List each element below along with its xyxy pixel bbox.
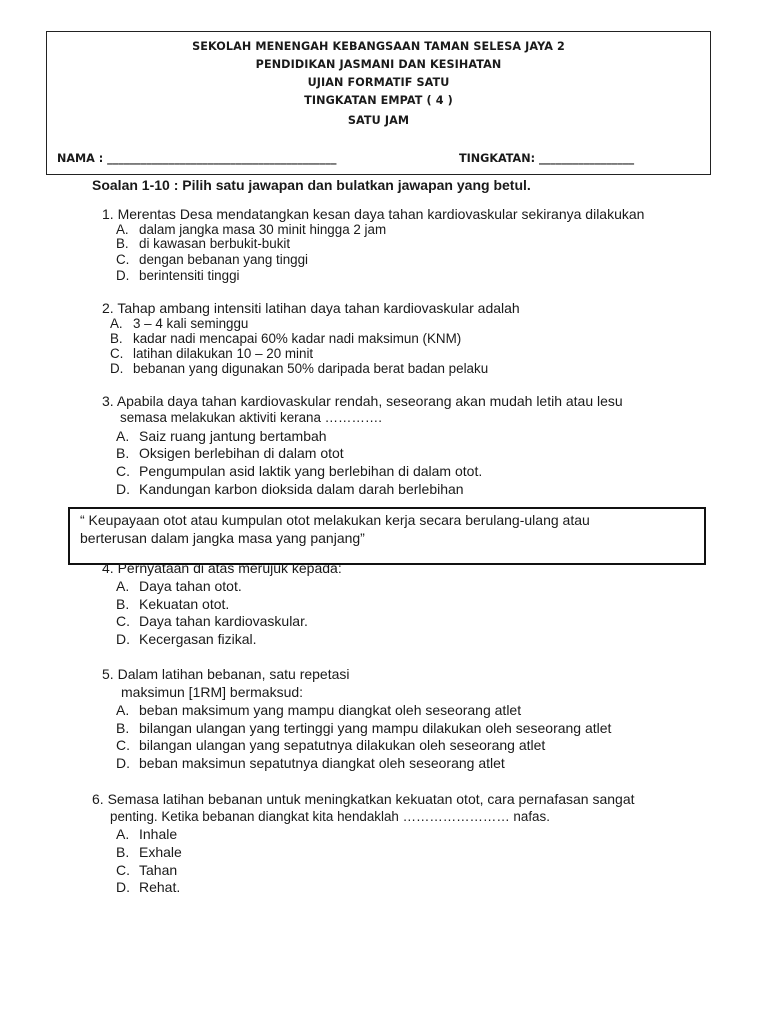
option-text: bilangan ulangan yang sepatutnya dilakukan oleh seseorang atlet [139,737,546,753]
option-text: beban maksimun sepatutnya diangkat oleh seseorang atlet [139,755,505,771]
q4-option-c[interactable] [116,613,308,629]
question-5-stem-cont: maksimun [1RM] bermaksud: [121,684,304,700]
q6-option-a[interactable] [116,826,177,842]
option-text: Oksigen berlebihan di dalam otot [139,445,344,461]
statement-line: berterusan dalam jangka masa yang panjang” [80,530,365,546]
q3-option-d[interactable] [116,481,464,497]
exam-duration: SATU JAM [347,114,410,127]
option-letter: B. [110,331,123,346]
option-text: Rehat. [139,879,181,895]
question-6-stem-cont: penting. Ketika bebanan diangkat kita hendaklah …………………… nafas. [110,809,550,824]
option-letter: A. [116,826,130,842]
q2-option-b[interactable] [110,331,461,346]
option-text: Kecergasan fizikal. [139,631,257,647]
q5-option-a[interactable] [116,702,521,718]
question-number: 2. [102,300,114,316]
option-letter: C. [116,613,130,629]
exam-title: UJIAN FORMATIF SATU [307,76,450,89]
q2-option-a[interactable] [110,316,248,331]
question-3-stem [102,393,623,409]
option-letter: C. [116,463,130,479]
q1-option-c[interactable] [116,252,308,267]
instructions: Soalan 1-10 : Pilih satu jawapan dan bulatkan jawapan yang betul. [92,177,531,193]
option-letter: D. [116,481,130,497]
option-letter: A. [110,316,123,331]
option-text: di kawasan berbukit-bukit [139,236,291,251]
question-number: 1. [102,206,114,222]
statement-line: “ Keupayaan otot atau kumpulan otot melakukan kerja secara berulang-ulang atau [80,512,590,528]
option-text: Tahan [139,862,178,878]
option-letter: D. [116,268,130,283]
option-text: 3 – 4 kali seminggu [133,316,249,331]
option-letter: A. [116,428,130,444]
q6-option-d[interactable] [116,879,180,895]
question-3-stem-cont: semasa melakukan aktiviti kerana …………. [120,410,382,425]
option-text: dalam jangka masa 30 minit hingga 2 jam [139,222,387,237]
q4-option-b[interactable] [116,596,229,612]
question-text: Tahap ambang intensiti latihan daya tahan kardiovaskular adalah [117,300,520,316]
question-2-stem [102,300,520,316]
option-letter: B. [116,236,129,251]
option-letter: B. [116,445,130,461]
option-text: latihan dilakukan 10 – 20 minit [133,346,314,361]
option-letter: A. [116,222,129,237]
option-letter: B. [116,844,130,860]
question-text: Dalam latihan bebanan, satu repetasi [117,666,350,682]
option-text: beban maksimum yang mampu diangkat oleh seseorang atlet [139,702,522,718]
q2-option-c[interactable] [110,346,313,361]
q3-option-a[interactable] [116,428,327,444]
q1-option-d[interactable] [116,268,240,283]
subject-name: PENDIDIKAN JASMANI DAN KESIHATAN [255,58,502,71]
q6-option-c[interactable] [116,862,177,878]
question-1-stem [102,206,644,222]
option-text: Exhale [139,844,182,860]
form-level: TINGKATAN EMPAT ( 4 ) [304,94,453,107]
question-number: 6. [92,791,104,807]
option-text: dengan bebanan yang tinggi [139,252,309,267]
option-letter: C. [116,252,130,267]
question-text: Pernyataan di atas merujuk kepada: [117,560,342,576]
school-name: SEKOLAH MENENGAH KEBANGSAAN TAMAN SELESA JAYA 2 [192,40,565,53]
option-letter: D. [116,631,130,647]
statement-box [68,507,706,565]
question-6-stem [92,791,635,807]
option-letter: D. [116,879,130,895]
q1-option-b[interactable] [116,236,290,251]
question-number: 3. [102,393,114,409]
option-letter: A. [116,578,130,594]
option-letter: D. [116,755,130,771]
option-letter: C. [116,862,130,878]
q4-option-d[interactable] [116,631,257,647]
q5-option-b[interactable] [116,720,611,736]
q5-option-d[interactable] [116,755,505,771]
q1-option-a[interactable] [116,222,386,237]
option-text: Kekuatan otot. [139,596,230,612]
q5-option-c[interactable] [116,737,545,753]
option-text: bebanan yang digunakan 50% daripada berat badan pelaku [133,361,489,376]
q3-option-c[interactable] [116,463,482,479]
exam-header-box [46,31,711,175]
question-number: 4. [102,560,114,576]
option-letter: B. [116,596,130,612]
option-letter: D. [110,361,124,376]
name-field[interactable]: NAMA : _________________________________________ [57,152,337,165]
question-text: Merentas Desa mendatangkan kesan daya tahan kardiovaskular sekiranya dilakukan [117,206,645,222]
option-letter: B. [116,720,130,736]
q3-option-b[interactable] [116,445,344,461]
class-field[interactable]: TINGKATAN: _________________ [459,152,635,165]
q4-option-a[interactable] [116,578,242,594]
question-text: Apabila daya tahan kardiovaskular rendah, seseorang akan mudah letih atau lesu [116,393,623,409]
option-letter: C. [110,346,124,361]
option-letter: A. [116,702,130,718]
option-text: kadar nadi mencapai 60% kadar nadi maksimun (KNM) [133,331,462,346]
option-text: Daya tahan kardiovaskular. [139,613,308,629]
question-number: 5. [102,666,114,682]
option-letter: C. [116,737,130,753]
option-text: bilangan ulangan yang tertinggi yang mampu dilakukan oleh seseorang atlet [139,720,612,736]
question-5-stem [102,666,350,682]
q2-option-d[interactable] [110,361,488,376]
question-text: Semasa latihan bebanan untuk meningkatkan kekuatan otot, cara pernafasan sangat [107,791,635,807]
option-text: Pengumpulan asid laktik yang berlebihan di dalam otot. [139,463,483,479]
option-text: Inhale [139,826,178,842]
option-text: berintensiti tinggi [139,268,240,283]
option-text: Daya tahan otot. [139,578,242,594]
q6-option-b[interactable] [116,844,182,860]
option-text: Kandungan karbon dioksida dalam darah berlebihan [139,481,464,497]
option-text: Saiz ruang jantung bertambah [139,428,327,444]
question-4-stem [102,560,342,576]
